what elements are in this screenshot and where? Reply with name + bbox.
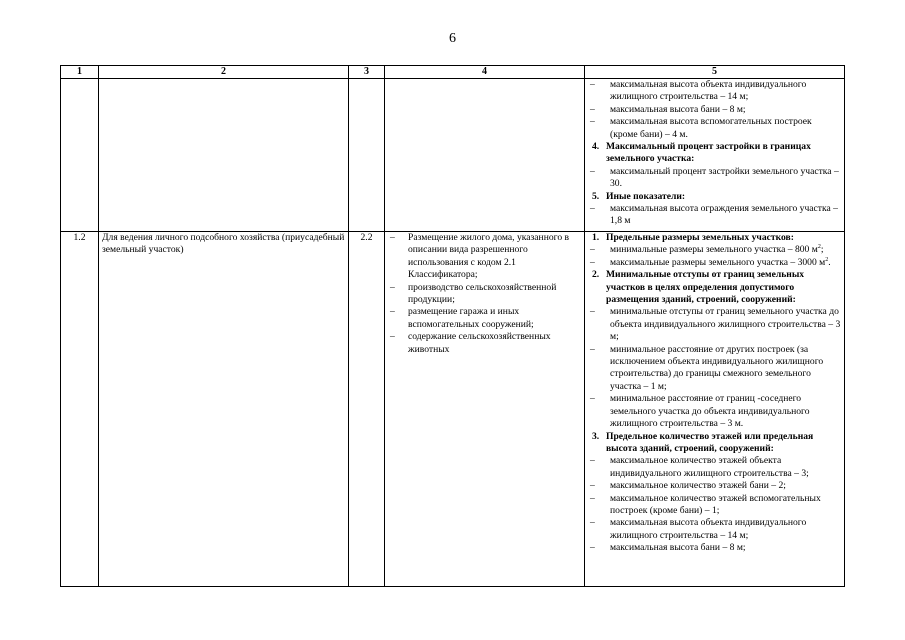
param-text: максимальная высота ограждения земельного участка – 1,8 м bbox=[610, 203, 838, 227]
zoning-table bbox=[60, 65, 845, 587]
use-type-name: Для ведения личного подсобного хозяйства (приусадебный земельный участок) bbox=[99, 232, 349, 587]
empty-cell bbox=[61, 79, 99, 232]
param-text: минимальные размеры земельного участка – 800 м bbox=[610, 244, 818, 256]
table-row-continuation bbox=[61, 79, 845, 232]
section-number: 3. bbox=[592, 430, 600, 442]
section-heading bbox=[588, 232, 841, 244]
param-list bbox=[588, 306, 841, 430]
param-item bbox=[588, 480, 841, 492]
section-heading bbox=[588, 141, 841, 166]
param-text: максимальная высота вспомогательных построек (кроме бани) – 4 м. bbox=[610, 116, 812, 140]
param-text: максимальный процент застройки земельного участка – 30. bbox=[610, 165, 839, 190]
param-item bbox=[588, 493, 841, 518]
header-cell-4: 4 bbox=[385, 66, 585, 79]
params-list bbox=[588, 232, 841, 555]
use-item: – производство сельскохозяйственной продукции; bbox=[388, 282, 581, 307]
param-text: максимальная высота объекта индивидуального жилищного строительства – 14 м; bbox=[610, 517, 807, 541]
empty-cell bbox=[349, 79, 385, 232]
row-number: 1.2 bbox=[61, 232, 99, 587]
header-cell-3: 3 bbox=[349, 66, 385, 79]
table-row bbox=[61, 232, 845, 587]
empty-cell bbox=[99, 79, 349, 232]
param-text: максимальные размеры земельного участка – 3000 м bbox=[610, 256, 826, 268]
param-item bbox=[588, 203, 841, 228]
header-cell-5: 5 bbox=[585, 66, 845, 79]
params-list bbox=[588, 79, 841, 228]
use-item: – содержание сельскохозяйственных животных bbox=[388, 331, 581, 356]
param-list bbox=[588, 166, 841, 191]
param-tail: . bbox=[828, 256, 831, 268]
param-text: максимальная высота бани – 8 м; bbox=[610, 542, 746, 554]
param-list bbox=[588, 455, 841, 554]
param-text: минимальное расстояние от границ -соседнего земельного участка до объекта индивидуального жилищного строительства – 3 м. bbox=[610, 393, 810, 430]
param-text: минимальное расстояние от других построек (за исключением объекта индивидуального жилищного строительства) до границы смежного земельного участка – 1 м; bbox=[610, 343, 824, 392]
param-item bbox=[588, 306, 841, 343]
section-heading bbox=[588, 191, 841, 203]
param-list bbox=[588, 244, 841, 269]
section-title: Предельное количество этажей или предельная высота зданий, строений, сооружений: bbox=[606, 430, 814, 454]
section-heading bbox=[588, 269, 841, 306]
param-item bbox=[588, 79, 841, 104]
param-text: максимальное количество этажей вспомогательных построек (кроме бани) – 1; bbox=[610, 492, 821, 516]
superscript: 2 bbox=[817, 244, 821, 251]
section-number: 5. bbox=[592, 190, 600, 202]
param-text: максимальная высота объекта индивидуального жилищного строительства – 14 м; bbox=[610, 79, 807, 103]
param-item bbox=[588, 244, 841, 256]
params-cell bbox=[585, 79, 845, 232]
section-title: Предельные размеры земельных участков: bbox=[606, 232, 794, 243]
use-item: – размещение гаража и иных вспомогательных сооружений; bbox=[388, 306, 581, 331]
param-tail: ; bbox=[820, 244, 824, 256]
empty-cell bbox=[385, 79, 585, 232]
param-item bbox=[588, 542, 841, 554]
header-cell-1: 1 bbox=[61, 66, 99, 79]
uses-list bbox=[388, 232, 581, 356]
superscript: 2 bbox=[825, 256, 829, 263]
use-code: 2.2 bbox=[349, 232, 385, 587]
section-title: Иные показатели: bbox=[606, 190, 686, 202]
page-number: 6 bbox=[449, 31, 456, 46]
param-list bbox=[588, 203, 841, 228]
header-cell-2: 2 bbox=[99, 66, 349, 79]
section-title: Максимальный процент застройки в границах земельного участка: bbox=[606, 141, 811, 165]
section-number: 4. bbox=[592, 141, 600, 153]
param-text: максимальное количество этажей бани – 2; bbox=[610, 480, 786, 492]
section-title: Минимальные отступы от границ земельных участков в целях определения допустимого размещения зданий, строений, сооружений: bbox=[606, 269, 805, 306]
section-number: 2. bbox=[592, 269, 600, 281]
use-item: – Размещение жилого дома, указанного в описании вида разрешенного использования с кодом 2.1 Классификатора; bbox=[388, 232, 581, 282]
section-heading bbox=[588, 431, 841, 456]
param-item bbox=[588, 344, 841, 394]
param-text: максимальная высота бани – 8 м; bbox=[610, 103, 746, 115]
params-cell bbox=[585, 232, 845, 587]
param-item bbox=[588, 257, 841, 269]
param-text: максимальное количество этажей объекта индивидуального жилищного строительства – 3; bbox=[610, 455, 809, 479]
table-header-row bbox=[61, 66, 845, 79]
param-text: минимальные отступы от границ земельного участка до объекта индивидуального жилищного строительства – 3 м; bbox=[610, 306, 841, 343]
param-list bbox=[588, 79, 841, 141]
section-number: 1. bbox=[592, 232, 600, 243]
param-item bbox=[588, 116, 841, 141]
param-item bbox=[588, 393, 841, 430]
param-item bbox=[588, 517, 841, 542]
param-item bbox=[588, 104, 841, 116]
uses-cell bbox=[385, 232, 585, 587]
param-item bbox=[588, 166, 841, 191]
param-item bbox=[588, 455, 841, 480]
